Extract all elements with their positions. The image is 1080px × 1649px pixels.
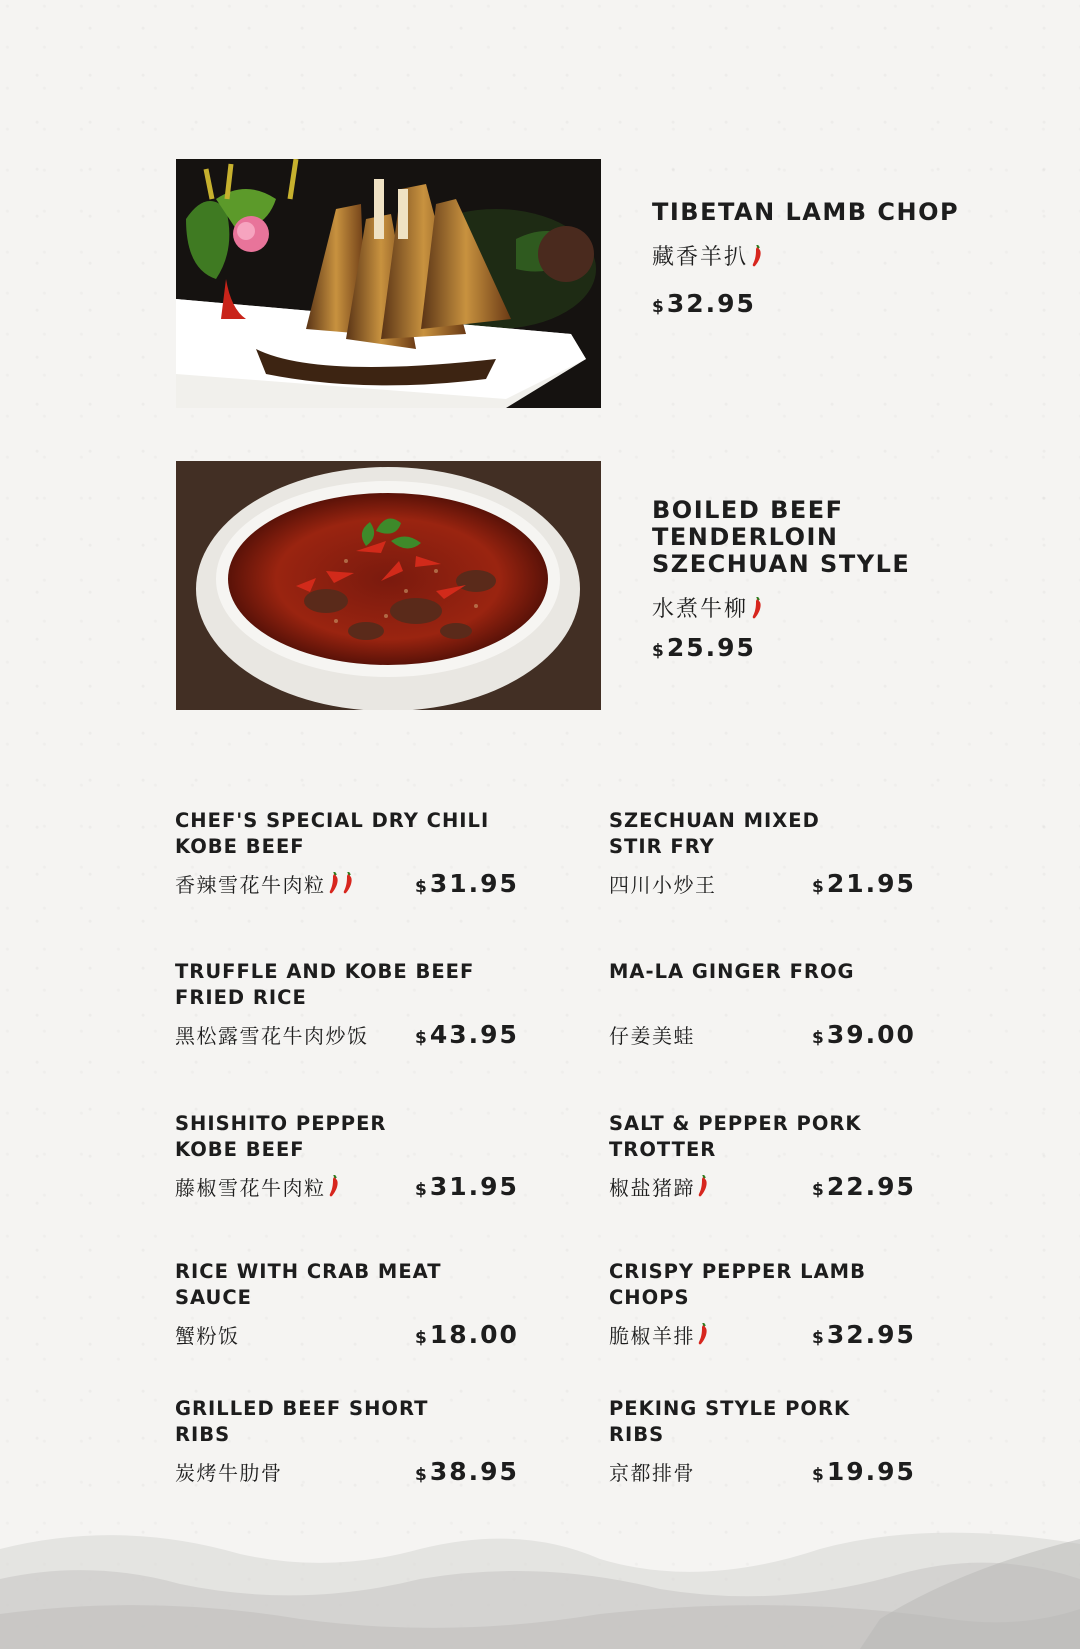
item-price: $39.00 [812,1019,916,1049]
chili-icon [752,597,763,619]
item-name: PEKING STYLE PORK RIBS [609,1397,851,1446]
item-chinese-name: 水煮牛柳 [652,592,1032,623]
mountain-ink-decoration [0,1479,1080,1649]
menu-item [609,1259,969,1349]
menu-item [175,1259,535,1349]
item-name: CHEF'S SPECIAL DRY CHILI KOBE BEEF [175,809,490,858]
menu-item [175,1396,535,1486]
menu-item [609,808,969,898]
item-chinese-name: 仔姜美蛙 [609,1023,695,1048]
item-name: RICE WITH CRAB MEAT SAUCE [175,1260,442,1309]
item-price: $43.95 [415,1019,519,1049]
featured-item [652,497,1032,662]
item-chinese-name: 脆椒羊排 [609,1320,709,1349]
item-price: $21.95 [812,868,916,898]
featured-item [652,199,1032,318]
item-chinese-name: 香辣雪花牛肉粒 [175,869,354,898]
item-price: $32.95 [812,1319,916,1349]
boiled-beef-photo [176,461,601,710]
chili-icon [698,1323,709,1345]
item-chinese-name: 藏香羊扒 [652,240,1032,271]
lamb-chop-photo [176,159,601,408]
chili-icon [329,1175,340,1197]
menu-item [609,959,969,1049]
item-chinese-name: 黑松露雪花牛肉炒饭 [175,1023,369,1048]
item-chinese-name: 椒盐猪蹄 [609,1172,709,1201]
menu-item [609,1396,969,1486]
chili-icon [343,872,354,894]
item-price: $18.00 [415,1319,519,1349]
item-price: $38.95 [415,1456,519,1486]
item-price: $22.95 [812,1171,916,1201]
item-price: $19.95 [812,1456,916,1486]
item-name: BOILED BEEF TENDERLOIN SZECHUAN STYLE [652,496,911,578]
item-name: CRISPY PEPPER LAMB CHOPS [609,1260,866,1309]
item-name: SHISHITO PEPPER KOBE BEEF [175,1112,387,1161]
item-price: $31.95 [415,868,519,898]
menu-item [175,1111,535,1201]
item-chinese-name: 京都排骨 [609,1460,695,1485]
item-name: TIBETAN LAMB CHOP [652,198,960,226]
item-chinese-name: 炭烤牛肋骨 [175,1460,283,1485]
item-chinese-name: 藤椒雪花牛肉粒 [175,1172,340,1201]
chili-icon [698,1175,709,1197]
chili-icon [329,872,340,894]
menu-item [175,959,535,1049]
item-name: GRILLED BEEF SHORT RIBS [175,1397,429,1446]
chili-icon [752,245,763,267]
item-chinese-name: 蟹粉饭 [175,1323,240,1348]
item-name: SALT & PEPPER PORK TROTTER [609,1112,862,1161]
menu-item [175,808,535,898]
item-price: $31.95 [415,1171,519,1201]
menu-item [609,1111,969,1201]
item-name: MA-LA GINGER FROG [609,960,855,983]
item-price: $25.95 [652,633,756,662]
item-price: $32.95 [652,289,756,318]
item-name: TRUFFLE AND KOBE BEEF FRIED RICE [175,960,475,1009]
item-name: SZECHUAN MIXED STIR FRY [609,809,820,858]
item-chinese-name: 四川小炒王 [609,872,717,897]
